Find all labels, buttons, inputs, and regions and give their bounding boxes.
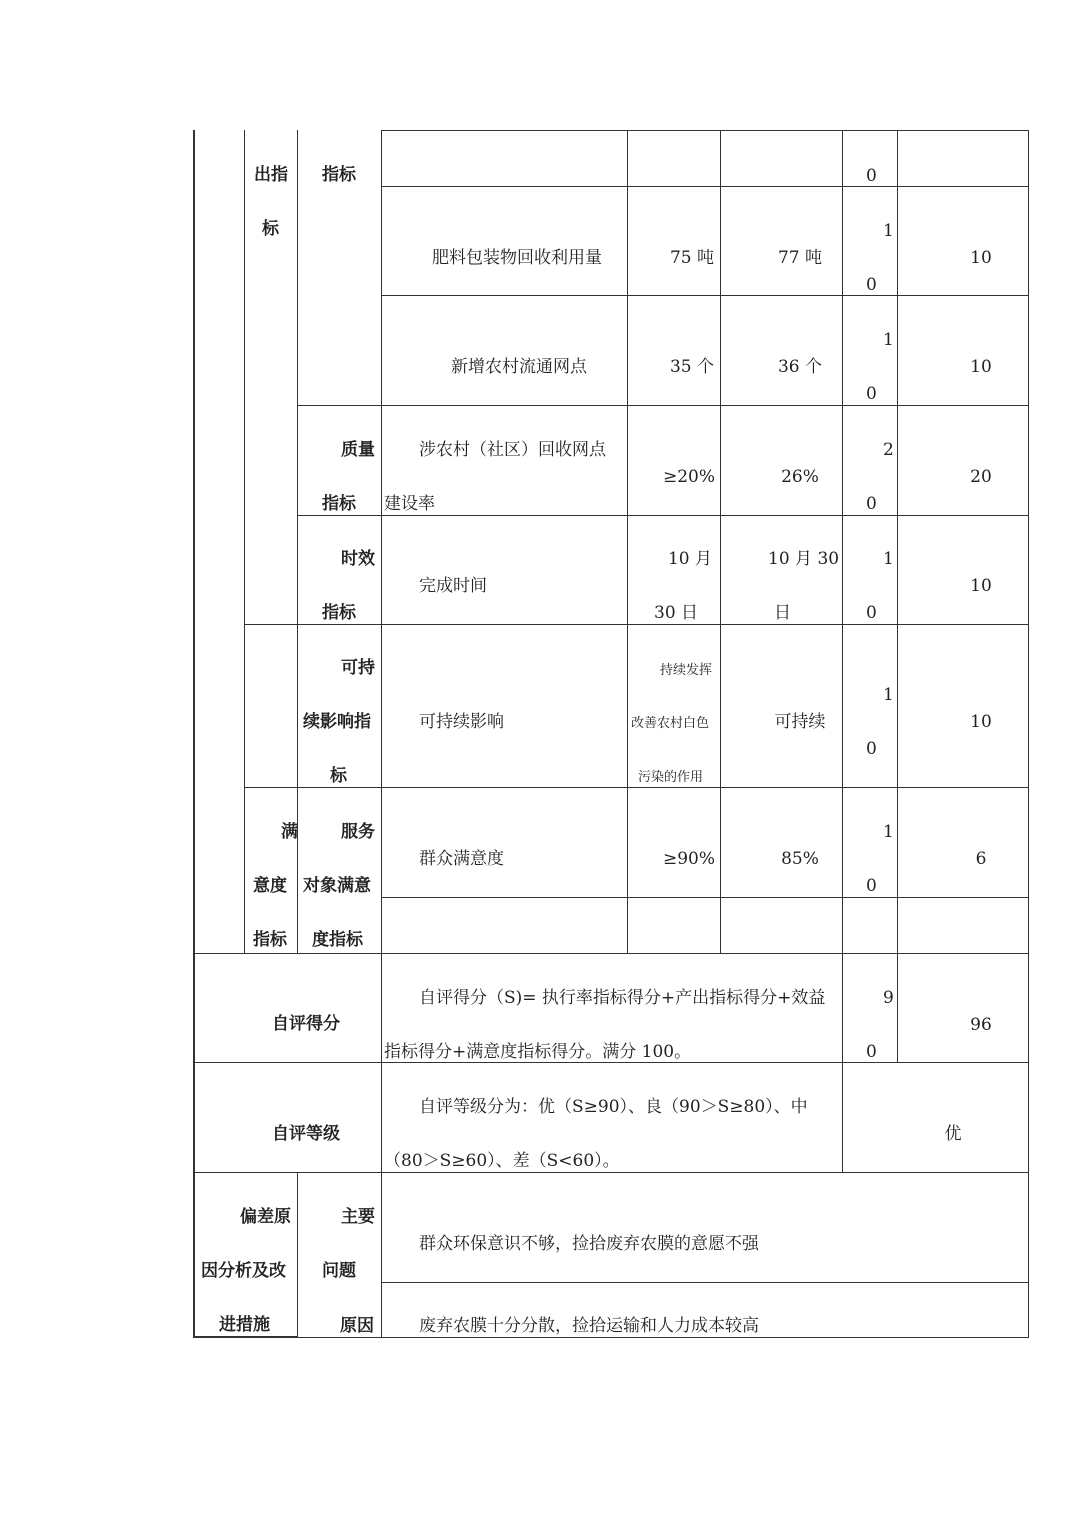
actual-value: 36 个 (777, 357, 823, 377)
score-value: 6 (975, 849, 987, 869)
weight-digit1: 2 (883, 440, 894, 460)
weight-digit2: 0 (866, 876, 877, 896)
target-line1: 持续发挥 (660, 663, 713, 678)
indicator-name: 肥料包装物回收利用量 (432, 248, 602, 268)
weight-digit2: 0 (866, 275, 877, 295)
target-value: 75 吨 (669, 248, 715, 268)
quantity-category-label: 指标 (322, 165, 356, 185)
self-grade-desc-line1: 自评等级分为：优（S≥90）、良（90＞S≥80）、中 (419, 1097, 808, 1117)
target-line2: 改善农村白色 (631, 716, 710, 731)
category-label-line1: 服务 (341, 822, 375, 842)
actual-line1: 10 月 30 (768, 549, 840, 569)
category-label-line3: 标 (330, 766, 347, 786)
cause-label: 原因 (340, 1316, 374, 1336)
indicator-name-line1: 涉农村（社区）回收网点 (419, 440, 606, 460)
score-value: 20 (970, 467, 992, 487)
category-label-line2: 指标 (322, 603, 356, 623)
indicator-name: 新增农村流通网点 (451, 357, 587, 377)
weight-digit1: 1 (883, 330, 894, 350)
indicator-name-line2: 建设率 (384, 494, 435, 514)
weight-digit1: 1 (883, 685, 894, 705)
score-value: 10 (970, 248, 992, 268)
target-line1: 10 月 (667, 549, 712, 569)
actual-value: 26% (781, 467, 819, 487)
category-label-line1: 质量 (341, 440, 375, 460)
group-label-line1: 满 (281, 822, 298, 842)
category-label-line3: 度指标 (312, 930, 363, 950)
weight-digit1: 9 (883, 988, 894, 1008)
self-grade-label: 自评等级 (272, 1124, 340, 1144)
self-grade-value: 优 (944, 1124, 962, 1144)
problem-label-line1: 主要 (341, 1207, 375, 1227)
category-label-line2: 续影响指 (303, 712, 371, 732)
indicator-name: 群众满意度 (419, 849, 504, 869)
target-line2: 30 日 (654, 603, 699, 623)
self-score-desc-line1: 自评得分（S)= 执行率指标得分+产出指标得分+效益 (419, 988, 826, 1008)
actual-value: 77 吨 (777, 248, 823, 268)
self-score-value: 96 (970, 1015, 992, 1035)
group-label-line2: 意度 (253, 876, 287, 896)
score-value: 10 (970, 712, 992, 732)
score-value: 10 (970, 576, 992, 596)
weight-digit1: 1 (883, 822, 894, 842)
weight-digit1: 1 (883, 221, 894, 241)
actual-value: 可持续 (774, 712, 826, 732)
category-label-line2: 指标 (322, 494, 356, 514)
target-value: 35 个 (669, 357, 715, 377)
self-score-label: 自评得分 (272, 1014, 340, 1034)
actual-line2: 日 (774, 603, 791, 623)
cause-text: 废弃农膜十分分散，捡拾运输和人力成本较高 (419, 1316, 759, 1336)
indicator-name: 完成时间 (419, 576, 487, 596)
self-grade-desc-line2: （80＞S≥60）、差（S<60）。 (384, 1151, 620, 1171)
category-label-line1: 时效 (341, 549, 375, 569)
weight-digit2: 0 (866, 1042, 877, 1062)
target-line3: 污染的作用 (638, 770, 704, 785)
problem-label-line2: 问题 (322, 1261, 356, 1281)
category-label-line1: 可持 (341, 658, 375, 678)
deviation-label-line2: 因分析及改 (201, 1261, 286, 1281)
actual-value: 85% (781, 849, 819, 869)
first-row-weight-digit: 0 (866, 166, 877, 186)
self-score-desc-line2: 指标得分+满意度指标得分。满分 100。 (384, 1042, 692, 1062)
deviation-label-line1: 偏差原 (240, 1207, 291, 1227)
output-group-label-line1: 出指 (254, 165, 288, 185)
problem-text: 群众环保意识不够，捡拾废弃农膜的意愿不强 (419, 1234, 759, 1254)
weight-digit1: 1 (883, 549, 894, 569)
weight-digit2: 0 (866, 739, 877, 759)
score-value: 10 (970, 357, 992, 377)
target-value: ≥90% (662, 849, 715, 869)
deviation-label-line3: 进措施 (219, 1315, 270, 1335)
output-group-label-line2: 标 (262, 219, 279, 239)
weight-digit2: 0 (866, 494, 877, 514)
indicator-name: 可持续影响 (419, 712, 504, 732)
group-label-line3: 指标 (253, 930, 287, 950)
weight-digit2: 0 (866, 384, 877, 404)
weight-digit2: 0 (866, 603, 877, 623)
category-label-line2: 对象满意 (303, 876, 371, 896)
target-value: ≥20% (662, 467, 715, 487)
